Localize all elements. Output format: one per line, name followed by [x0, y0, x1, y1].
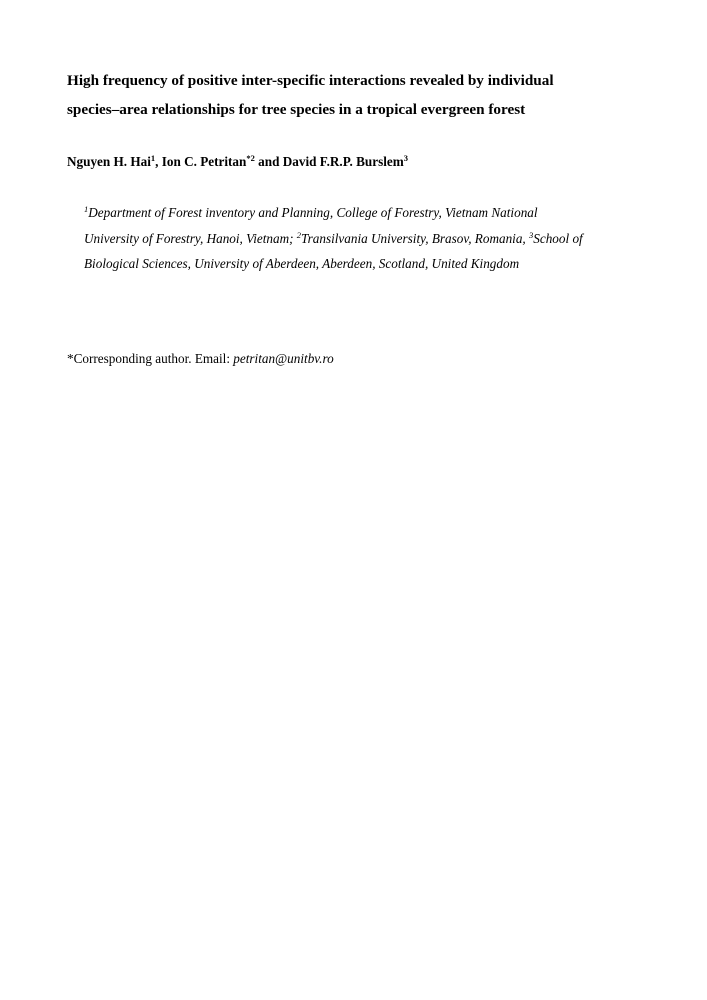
title-line-2: species–area relationships for tree species in a tropical evergreen forest	[67, 101, 526, 118]
affiliation-line-3: Biological Sciences, University of Aberdeen, Aberdeen, Scotland, United Kingdom	[84, 256, 520, 271]
author-name-2: Ion C. Petritan	[161, 154, 247, 169]
author-list	[67, 152, 408, 172]
title-line-1: High frequency of positive inter-specific interactions revealed by individual	[67, 72, 554, 89]
affiliation-line-1	[84, 200, 684, 226]
author-name-1: Nguyen H. Hai	[67, 154, 151, 169]
affiliation-line-2	[84, 226, 684, 252]
corresponding-label: *Corresponding author. Email:	[67, 351, 234, 366]
author-name-3: David F.R.P. Burslem	[282, 154, 404, 169]
affiliation-text: Department of Forest inventory and Planning, College of Forestry, Vietnam National	[88, 205, 538, 220]
author-separator: and	[254, 154, 283, 169]
affiliations	[84, 200, 684, 277]
corresponding-author	[67, 349, 334, 369]
author-affiliation-mark-3: 3	[403, 153, 409, 163]
author-affiliation-mark-1: 1	[150, 153, 156, 163]
affiliation-text: School of	[533, 230, 583, 246]
corresponding-email: petritan@unitbv.ro	[233, 351, 334, 366]
affiliation-mark-2: 2	[296, 229, 302, 240]
affiliation-mark-3: 3	[529, 229, 534, 240]
author-affiliation-mark-2: *2	[246, 153, 255, 163]
paper-title	[67, 66, 657, 124]
affiliation-mark-1: 1	[84, 204, 89, 214]
affiliation-text: Transilvania University, Brasov, Romania,	[301, 230, 530, 246]
author-separator: ,	[155, 154, 162, 169]
affiliation-text: University of Forestry, Hanoi, Vietnam;	[84, 230, 297, 246]
